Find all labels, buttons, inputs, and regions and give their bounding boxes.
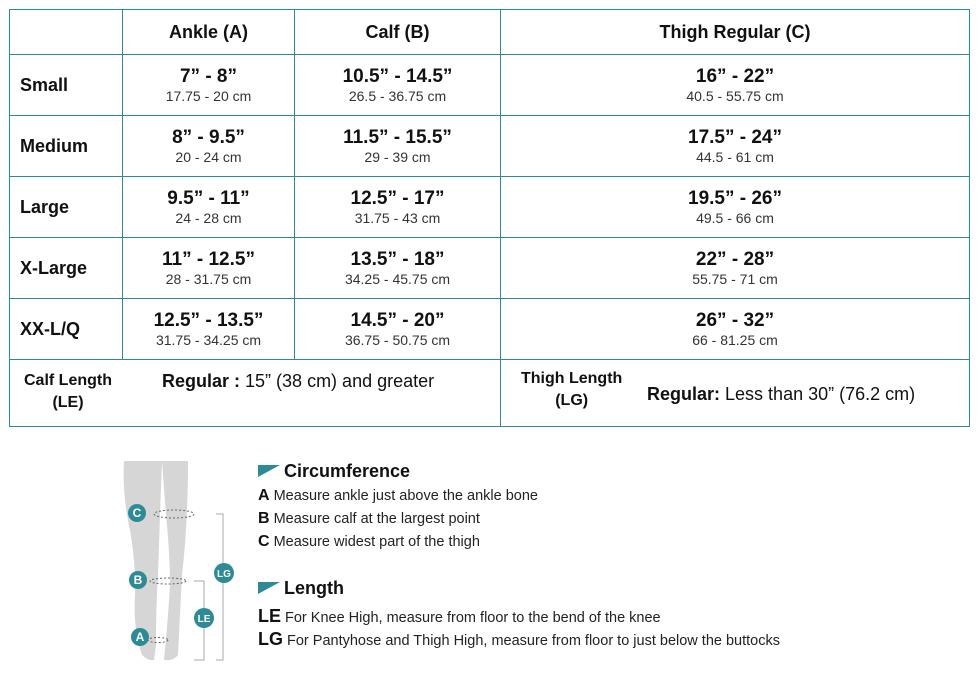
calf-cm: 26.5 - 36.75 cm: [348, 87, 447, 104]
table-row: [10, 55, 970, 116]
thigh-cell: [501, 238, 970, 299]
calf-cell: [295, 238, 501, 299]
legend-text: Measure ankle just above the ankle bone: [273, 488, 538, 504]
calf-length-label-line1: Calf Length: [24, 372, 112, 389]
size-label: Medium: [10, 116, 123, 177]
legend-key: LE: [258, 606, 282, 626]
calf-regular-value: 15” (38 cm) and greater: [245, 371, 435, 391]
circumference-heading: [258, 458, 958, 484]
ankle-cm: 20 - 24 cm: [175, 148, 242, 165]
thigh-inches: 17.5” - 24”: [688, 126, 782, 148]
calf-inches: 14.5” - 20”: [350, 309, 445, 331]
calf-cm: 29 - 39 cm: [364, 148, 431, 165]
legend-text: Measure calf at the largest point: [273, 511, 480, 527]
calf-cell: [295, 55, 501, 116]
calf-cm: 36.75 - 50.75 cm: [344, 331, 451, 348]
marker-b-label: B: [133, 573, 143, 587]
ankle-cm: 24 - 28 cm: [175, 209, 242, 226]
legend-item: [258, 507, 958, 530]
thigh-inches: 22” - 28”: [695, 248, 775, 270]
ankle-cm: 17.75 - 20 cm: [165, 87, 252, 104]
thigh-inches: 26” - 32”: [695, 309, 775, 331]
marker-a: [131, 628, 149, 646]
legend-item: [258, 605, 958, 628]
ankle-cm: 31.75 - 34.25 cm: [155, 331, 262, 348]
legend-item: [258, 484, 958, 507]
legend-key: LG: [258, 629, 283, 649]
thigh-regular-key: Regular:: [647, 384, 721, 404]
thigh-cm: 55.75 - 71 cm: [692, 270, 778, 287]
length-title: Length: [284, 577, 344, 598]
header-corner: [10, 10, 123, 55]
ankle-inches: 12.5” - 13.5”: [153, 309, 264, 331]
marker-a-label: A: [135, 630, 145, 644]
ankle-cell: [123, 55, 295, 116]
circumference-title: Circumference: [284, 460, 411, 481]
size-label: XX-L/Q: [10, 299, 123, 360]
size-label: Small: [10, 55, 123, 116]
legend-item: [258, 628, 958, 651]
header-calf: Calf (B): [295, 10, 501, 55]
thigh-cell: [501, 116, 970, 177]
calf-inches: 13.5” - 18”: [350, 248, 445, 270]
ankle-cell: [123, 299, 295, 360]
thigh-length-label-line1: Thigh Length: [521, 370, 623, 387]
ankle-cell: [123, 238, 295, 299]
thigh-cm: 44.5 - 61 cm: [696, 148, 774, 165]
thigh-regular-text: [647, 384, 915, 405]
thigh-cm: 49.5 - 66 cm: [696, 209, 774, 226]
measurement-legend: [258, 458, 958, 651]
table-row: [10, 116, 970, 177]
calf-length-cell: [10, 360, 501, 427]
table-header-row: [10, 10, 970, 55]
calf-inches: 10.5” - 14.5”: [342, 65, 453, 87]
ankle-inches: 9.5” - 11”: [167, 187, 250, 209]
calf-regular-key: Regular :: [162, 371, 241, 391]
lg-measure-bracket: [216, 514, 223, 660]
marker-lg: [214, 563, 234, 583]
pennant-icon: [258, 465, 280, 477]
table-footer-row: [10, 360, 970, 427]
thigh-length-cell: [501, 360, 970, 427]
calf-inches: 11.5” - 15.5”: [343, 126, 452, 148]
marker-c: [128, 504, 146, 522]
thigh-regular-value: Less than 30” (76.2 cm): [725, 384, 916, 404]
legend-key: B: [258, 510, 270, 527]
marker-le: [194, 608, 214, 628]
ankle-inches: 11” - 12.5”: [162, 248, 255, 270]
calf-length-label-line2: (LE): [52, 394, 84, 411]
table-row: [10, 299, 970, 360]
thigh-cm: 40.5 - 55.75 cm: [686, 87, 784, 104]
thigh-length-label-line2: (LG): [555, 392, 589, 409]
legend-key: C: [258, 533, 270, 550]
legend-key: A: [258, 487, 270, 504]
leg-measurement-figure: [118, 455, 238, 665]
legend-text: For Knee High, measure from floor to the bend of the knee: [285, 610, 661, 626]
size-chart-table: [9, 9, 970, 427]
thigh-cm: 66 - 81.25 cm: [692, 331, 778, 348]
marker-b: [129, 571, 147, 589]
calf-length-label: [24, 370, 112, 414]
calf-regular-text: [162, 371, 434, 392]
legend-text: Measure widest part of the thigh: [273, 534, 480, 550]
calf-inches: 12.5” - 17”: [350, 187, 445, 209]
marker-lg-label: LG: [217, 569, 231, 580]
table-row: [10, 238, 970, 299]
calf-cell: [295, 299, 501, 360]
marker-le-label: LE: [197, 614, 211, 625]
legend-item: [258, 530, 958, 553]
length-heading: [258, 575, 958, 601]
legs-silhouette: [124, 461, 188, 660]
ankle-cell: [123, 116, 295, 177]
header-ankle: Ankle (A): [123, 10, 295, 55]
ankle-inches: 7” - 8”: [179, 65, 238, 87]
thigh-cell: [501, 177, 970, 238]
marker-c-label: C: [132, 506, 142, 520]
calf-cell: [295, 116, 501, 177]
calf-cell: [295, 177, 501, 238]
header-thigh: Thigh Regular (C): [501, 10, 970, 55]
size-label: Large: [10, 177, 123, 238]
calf-cm: 34.25 - 45.75 cm: [344, 270, 451, 287]
legend-text: For Pantyhose and Thigh High, measure from floor to just below the buttocks: [287, 633, 780, 649]
ankle-cm: 28 - 31.75 cm: [165, 270, 252, 287]
ankle-cell: [123, 177, 295, 238]
thigh-inches: 16” - 22”: [695, 65, 775, 87]
thigh-cell: [501, 299, 970, 360]
thigh-cell: [501, 55, 970, 116]
calf-cm: 31.75 - 43 cm: [354, 209, 441, 226]
size-label: X-Large: [10, 238, 123, 299]
thigh-length-label: [521, 368, 622, 412]
table-row: [10, 177, 970, 238]
ankle-inches: 8” - 9.5”: [172, 126, 245, 148]
pennant-icon: [258, 582, 280, 594]
thigh-inches: 19.5” - 26”: [688, 187, 782, 209]
